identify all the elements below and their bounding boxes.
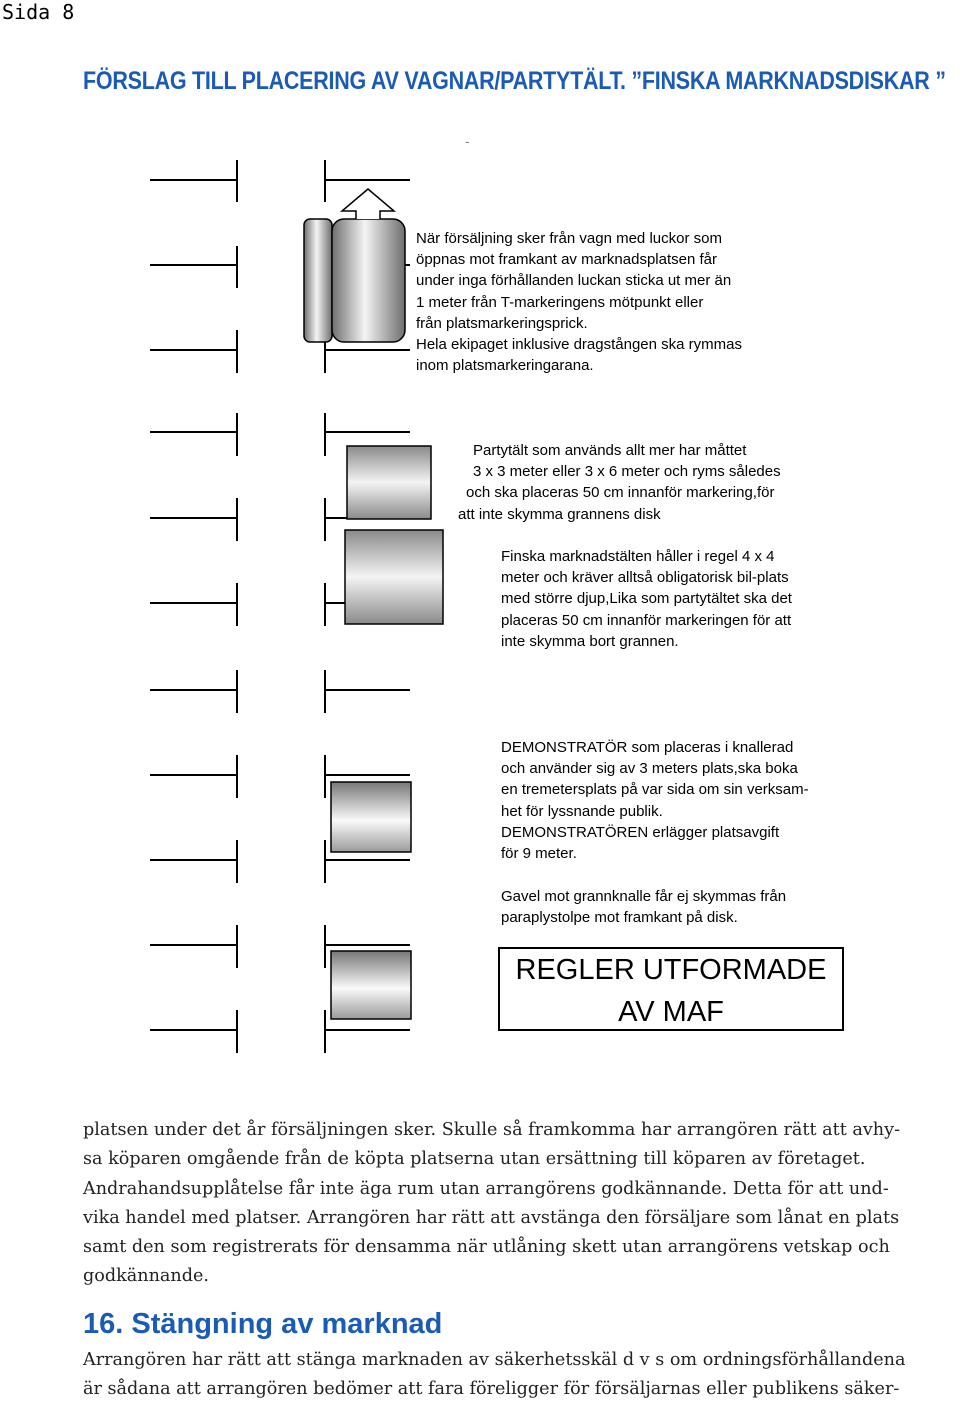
note-finska: Finska marknadstälten håller i regel 4 x 4 meter och kräver alltså obligatorisk bil-plats med större djup,Lika som partytältet ska det placeras 50 cm innanför markeringen för att inte skymma bort grannen. bbox=[501, 548, 792, 650]
rules-box bbox=[498, 947, 844, 1031]
partytalt-square bbox=[347, 446, 431, 519]
body-paragraph-1: platsen under det år försäljningen sker. Skulle så framkomma har arrangören rätt att avhy- sa köparen omgående från de köpta platserna utan ersättning till köparen av företaget. Andrahandsupplåtelse får inte äga rum utan arrangörens godkännande. Detta för att und- vika handel med platser. Arrangören har rätt att avstänga den försäljare som lånat en plats samt den som registrerats för densamma när utlåning skett utan arrangörens vetskap och godkännande. bbox=[83, 1120, 901, 1287]
note-partytalt: Partytält som används allt mer har måttet 3 x 3 meter eller 3 x 6 meter och ryms således och ska placeras 50 cm innanför markering,för att inte skymma grannens disk bbox=[458, 442, 781, 523]
stray-mark: - bbox=[465, 133, 470, 149]
left-t-markers bbox=[150, 160, 237, 1053]
rules-box-line-2: AV MAF bbox=[618, 996, 724, 1028]
knalle-square bbox=[331, 951, 411, 1019]
section-heading: 16. Stängning av marknad bbox=[83, 1308, 443, 1340]
body-paragraph-2: Arrangören har rätt att stänga marknaden av säkerhetsskäl d v s om ordningsförhållandena är sådana att arrangören bedömer att fara föreligger för försäljarnas eller publikens säker- bbox=[83, 1350, 906, 1400]
note-demonstrator: DEMONSTRATÖR som placeras i knallerad och använder sig av 3 meters plats,ska boka en tremetersplats på var sida om sin verksam- het för lyssnande publik. DEMONSTRATÖREN erlägger platsavgift för 9 meter. bbox=[501, 739, 809, 862]
wagon-shape bbox=[304, 189, 405, 342]
note-gavel: Gavel mot grannknalle får ej skymmas från paraplystolpe mot framkant på disk. bbox=[501, 888, 787, 927]
page-title: FÖRSLAG TILL PLACERING AV VAGNAR/PARTYTÄLT. ”FINSKA MARKNADSDISKAR ” bbox=[83, 67, 946, 95]
demonstrator-square bbox=[331, 782, 411, 852]
page-number: Sida 8 bbox=[2, 0, 75, 24]
rules-box-line-1: REGLER UTFORMADE bbox=[515, 954, 827, 986]
finskt-talt-square bbox=[345, 530, 443, 624]
note-vagn: När försäljning sker från vagn med luckor som öppnas mot framkant av marknadsplatsen får under inga förhållanden luckan sticka ut mer än 1 meter från T-markeringens mötpunkt eller från platsmarkeringsprick. Hela ekipaget inklusive dragstången ska rymmas inom platsmarkeringarana. bbox=[416, 230, 742, 375]
